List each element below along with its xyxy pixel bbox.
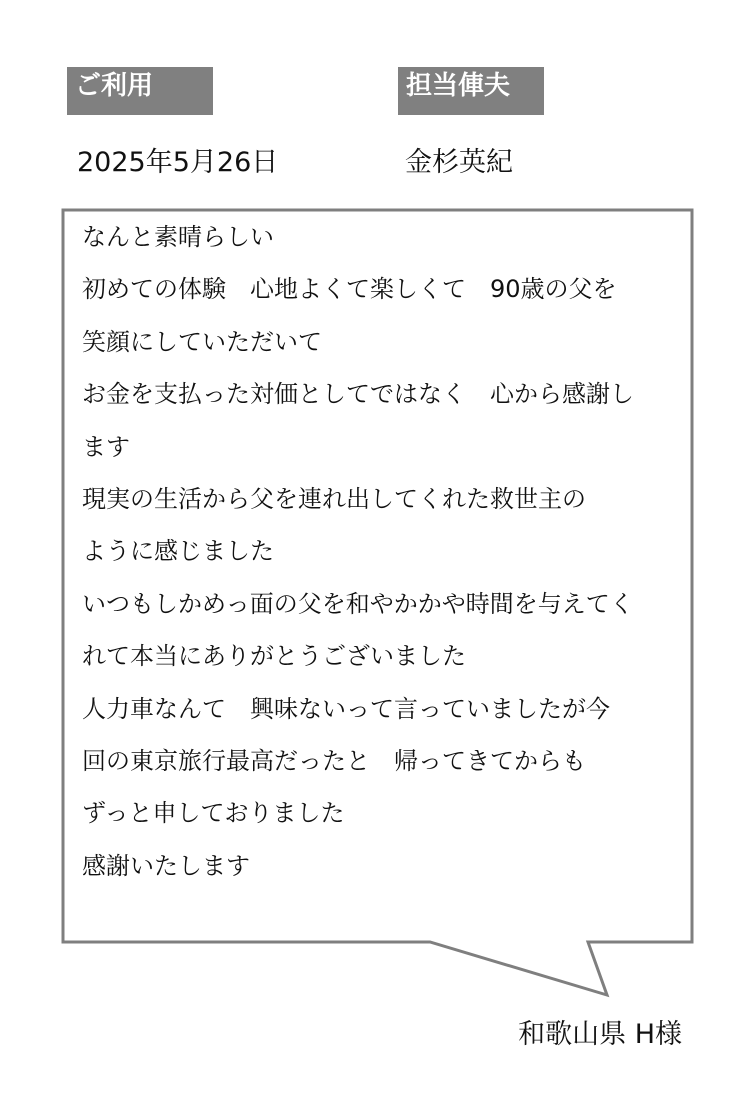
message-line: 感謝いたします (82, 851, 250, 880)
message-line: ずっと申しておりました (82, 799, 345, 828)
message-line: 人力車なんて 興味ないって言っていましたが今 (82, 694, 610, 723)
testimonial-message (82, 215, 692, 896)
message-line: ように感じました (82, 537, 274, 566)
message-line: いつもしかめっ面の父を和やかかや時間を与えてく (82, 589, 634, 618)
staff-name-value: 金杉英紀 (405, 147, 513, 178)
staff-label: 担当俥夫 (398, 67, 544, 115)
message-line: 現実の生活から父を連れ出してくれた救世主の (82, 484, 586, 513)
usage-date-label: ご利用 (67, 67, 213, 115)
customer-signature: 和歌山県 H様 (518, 1019, 682, 1050)
message-line: 笑顔にしていただいて (82, 327, 322, 356)
usage-date-value: 2025年5月26日 (77, 147, 279, 178)
message-line: れて本当にありがとうございました (82, 642, 466, 671)
message-line: 回の東京旅行最高だったと 帰ってきてからも (82, 746, 586, 775)
message-line: お金を支払った対価としてではなく 心から感謝し (82, 380, 634, 409)
message-line: 初めての体験 心地よくて楽しくて 90歳の父を (82, 275, 617, 304)
message-line: なんと素晴らしい (82, 223, 274, 251)
message-line: ます (82, 432, 130, 461)
